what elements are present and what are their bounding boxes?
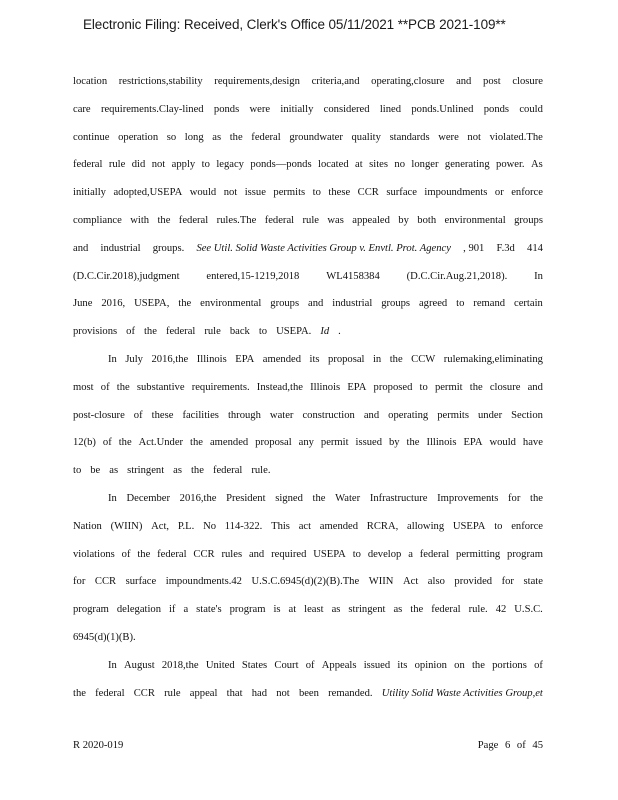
- word: USEPA: [313, 548, 346, 560]
- word: operating,closure: [371, 76, 445, 87]
- word: federal: [157, 548, 187, 560]
- word: facilities: [182, 409, 219, 421]
- word: also: [427, 576, 445, 588]
- word: enforce: [511, 187, 543, 199]
- word: by: [388, 437, 400, 449]
- word: in: [372, 353, 382, 365]
- word: program: [73, 604, 109, 616]
- word: would: [189, 187, 217, 199]
- word: its: [309, 353, 320, 365]
- word: issued: [355, 437, 382, 449]
- word: as: [393, 604, 403, 616]
- word: impoundments.42: [165, 576, 242, 588]
- word: generating: [444, 159, 490, 171]
- text-line: [73, 652, 543, 680]
- word: standards: [389, 131, 430, 143]
- word: least: [304, 604, 324, 616]
- word: rule: [302, 214, 319, 226]
- word: to: [456, 298, 465, 310]
- word: amended: [319, 520, 359, 532]
- docket-number: R 2020-019: [73, 740, 124, 751]
- word: issue: [244, 187, 266, 199]
- word: federal: [212, 465, 243, 477]
- word: ponds: [483, 103, 510, 115]
- word: and: [308, 298, 324, 310]
- word: (D.C.Cir.Aug.21,2018).: [406, 270, 508, 282]
- word: violations: [73, 548, 115, 560]
- word: federal: [431, 604, 461, 616]
- word: post-closure: [73, 409, 125, 421]
- word: post: [483, 76, 501, 87]
- word: as: [173, 465, 182, 477]
- word: rule: [204, 326, 221, 338]
- word: to: [352, 548, 361, 560]
- word: lined: [379, 103, 402, 115]
- page-total: 45: [532, 740, 543, 751]
- word: the: [410, 604, 424, 616]
- word: allowing: [407, 520, 445, 532]
- word: compliance: [73, 214, 122, 226]
- word: rule.: [251, 465, 271, 477]
- text-line: [73, 374, 543, 402]
- word: EPA: [235, 353, 255, 365]
- word: to: [73, 465, 82, 477]
- word: USEPA,: [134, 298, 170, 310]
- word: In: [108, 353, 117, 365]
- word: were: [438, 131, 459, 143]
- word: have: [522, 437, 543, 449]
- word: the: [469, 381, 483, 393]
- word: agreed: [418, 298, 448, 310]
- word: No: [203, 520, 217, 532]
- word: groups.: [152, 242, 185, 254]
- word: most: [73, 381, 94, 393]
- word: for: [73, 576, 86, 588]
- word: federal: [73, 159, 103, 171]
- page-indicator: [478, 740, 543, 751]
- word: delegation: [116, 604, 161, 616]
- text-line: [73, 680, 543, 708]
- word: the: [229, 131, 243, 143]
- word: and: [456, 76, 472, 87]
- word: provisions: [73, 326, 118, 338]
- text-line: [73, 346, 543, 374]
- word: requirements,design: [214, 76, 300, 87]
- word: proposed: [373, 381, 413, 393]
- word: state's: [196, 604, 222, 616]
- word: its: [397, 659, 408, 671]
- word: 42: [495, 604, 507, 616]
- word: 2016,: [101, 298, 126, 310]
- word: by: [398, 214, 409, 226]
- word: issued: [363, 659, 391, 671]
- word: In: [108, 492, 117, 504]
- word: remand: [473, 298, 506, 310]
- word: industrial: [332, 298, 373, 310]
- text-line: [73, 290, 543, 318]
- page-label: Page: [477, 740, 499, 751]
- word: 2016,the: [179, 492, 217, 504]
- word: 12(b): [73, 437, 96, 449]
- word: EPA: [347, 381, 367, 393]
- word: rules.The: [216, 214, 257, 226]
- word: 6945(d)(1)(B).: [73, 631, 136, 643]
- word: not: [151, 159, 166, 171]
- word: not: [276, 687, 290, 699]
- word: remanded.: [328, 687, 373, 699]
- word: amended: [262, 353, 302, 365]
- word: as: [109, 465, 119, 477]
- word: groups: [514, 214, 543, 226]
- word: requirements.: [191, 381, 250, 393]
- text-line: [73, 596, 543, 624]
- word: impoundments: [424, 187, 488, 199]
- word: power.: [496, 159, 525, 171]
- word: to: [312, 187, 321, 199]
- word: the: [530, 492, 543, 504]
- word: sites: [369, 159, 388, 171]
- word: entered,15-1219,2018: [206, 270, 300, 282]
- word: at: [288, 604, 297, 616]
- word: groups: [270, 298, 300, 310]
- word: signed: [275, 492, 303, 504]
- word: the: [406, 437, 420, 449]
- word: June: [73, 298, 93, 310]
- word: CCR: [357, 187, 379, 199]
- word: In: [108, 659, 117, 671]
- word: permits: [273, 187, 306, 199]
- word: ponds.Unlined: [411, 103, 474, 115]
- word: permitting: [456, 548, 501, 560]
- word: stringent: [127, 465, 165, 477]
- word: industrial: [100, 242, 141, 254]
- case-citation: Utility Solid Waste Activities Group,et: [381, 687, 543, 699]
- text-line: [73, 263, 543, 291]
- word: .: [338, 326, 341, 338]
- word: is: [273, 604, 281, 616]
- word: restrictions,stability: [118, 76, 203, 87]
- word: of: [100, 381, 110, 393]
- word: and: [73, 242, 89, 254]
- word: of: [126, 326, 135, 338]
- word: to: [419, 381, 428, 393]
- word: of: [534, 659, 543, 671]
- word: provided: [454, 576, 493, 588]
- text-line: [73, 429, 543, 457]
- word: to: [494, 520, 503, 532]
- word: (D.C.Cir.2018),judgment: [73, 270, 180, 282]
- word: water: [269, 409, 294, 421]
- word: develop: [367, 548, 402, 560]
- word: not: [467, 131, 481, 143]
- word: federal: [165, 326, 196, 338]
- word: permit: [320, 437, 349, 449]
- word: would: [489, 437, 516, 449]
- word: Illinois: [426, 437, 457, 449]
- word: ponds—ponds: [250, 159, 312, 171]
- word: Improvements: [437, 492, 499, 504]
- word: Nation: [73, 520, 102, 532]
- text-line: [73, 96, 543, 124]
- word: these: [328, 187, 351, 199]
- word: continue: [73, 131, 110, 143]
- word: rule: [108, 159, 126, 171]
- word: enforce: [511, 520, 543, 532]
- word: not: [223, 187, 238, 199]
- word: and: [248, 548, 265, 560]
- word: as: [331, 604, 341, 616]
- word: proposal: [328, 353, 365, 365]
- word: USEPA.: [276, 326, 312, 338]
- word: permit: [434, 381, 463, 393]
- word: of: [121, 548, 131, 560]
- word: Water: [335, 492, 361, 504]
- word: had: [251, 687, 268, 699]
- word: Infrastructure: [369, 492, 428, 504]
- word: groundwater: [289, 131, 343, 143]
- text-line: [73, 124, 543, 152]
- word: As: [531, 159, 543, 171]
- word: did: [131, 159, 146, 171]
- word: a: [183, 604, 189, 616]
- word: portions: [492, 659, 527, 671]
- word: the: [471, 659, 485, 671]
- word: program: [507, 548, 543, 560]
- word: the: [116, 381, 130, 393]
- word: F.3d: [496, 242, 515, 254]
- word: considered: [323, 103, 370, 115]
- word: quality: [351, 131, 381, 143]
- page-footer: [73, 740, 543, 751]
- word: substantive: [136, 381, 185, 393]
- word: States: [241, 659, 268, 671]
- word: care: [73, 103, 91, 115]
- word: U.S.C.6945(d)(2)(B).The: [251, 576, 360, 588]
- word: CCW: [411, 353, 436, 365]
- word: federal: [95, 687, 125, 699]
- text-line: [73, 68, 543, 96]
- word: CCR: [193, 548, 215, 560]
- word: no: [394, 159, 405, 171]
- text-line: [73, 402, 543, 430]
- word: CCR: [133, 687, 155, 699]
- word: Court: [274, 659, 299, 671]
- word: WIIN: [368, 576, 394, 588]
- word: WL4158384: [326, 270, 380, 282]
- word: both: [417, 214, 437, 226]
- word: any: [298, 437, 314, 449]
- word: the: [118, 437, 132, 449]
- word: for: [501, 576, 514, 588]
- word: could: [519, 103, 543, 115]
- word: long: [184, 131, 204, 143]
- word: operation: [118, 131, 159, 143]
- word: of: [102, 437, 112, 449]
- page-number: 6: [504, 740, 511, 751]
- word: to: [201, 159, 210, 171]
- word: December: [126, 492, 171, 504]
- word: for: [508, 492, 521, 504]
- word: be: [90, 465, 101, 477]
- word: requirements.Clay-lined: [100, 103, 204, 115]
- word: groups: [381, 298, 411, 310]
- word: environmental: [444, 214, 506, 226]
- word: Illinois: [196, 353, 227, 365]
- word: certain: [514, 298, 543, 310]
- word: the: [178, 298, 192, 310]
- text-line: [73, 568, 543, 596]
- text-line: [73, 151, 543, 179]
- word: P.L.: [177, 520, 195, 532]
- word: the: [143, 326, 157, 338]
- word: located: [318, 159, 349, 171]
- word: , 901: [463, 242, 485, 254]
- word: and: [527, 381, 543, 393]
- word: the: [73, 687, 86, 699]
- word: rule: [164, 687, 181, 699]
- word: was: [327, 214, 344, 226]
- word: adopted,USEPA: [113, 187, 183, 199]
- word: were: [249, 103, 271, 115]
- word: President: [226, 492, 266, 504]
- word: state: [523, 576, 543, 588]
- word: legacy: [216, 159, 244, 171]
- word: these: [151, 409, 174, 421]
- text-line: [73, 235, 543, 263]
- word: of: [133, 409, 143, 421]
- word: under: [478, 409, 503, 421]
- word: closure: [489, 381, 521, 393]
- text-line: [73, 179, 543, 207]
- word: a: [408, 548, 413, 560]
- word: federal: [251, 131, 281, 143]
- word: 114-322.: [224, 520, 263, 532]
- word: rules: [221, 548, 243, 560]
- word: Instead,the: [256, 381, 303, 393]
- word: appeal: [189, 687, 218, 699]
- word: United: [205, 659, 235, 671]
- word: rule.: [468, 604, 488, 616]
- word: stringent: [348, 604, 386, 616]
- word: environmental: [200, 298, 262, 310]
- word: the: [190, 465, 204, 477]
- word: Illinois: [310, 381, 341, 393]
- text-line: [73, 318, 543, 346]
- word: operating: [388, 409, 429, 421]
- word: USEPA: [452, 520, 486, 532]
- word: through: [227, 409, 261, 421]
- word: rulemaking,eliminating: [443, 353, 543, 365]
- word: and: [363, 409, 380, 421]
- word: been: [298, 687, 319, 699]
- word: construction: [302, 409, 355, 421]
- word: with: [130, 214, 150, 226]
- text-line: [73, 541, 543, 569]
- word: of: [305, 659, 315, 671]
- of-label: of: [516, 740, 526, 751]
- case-citation: See Util. Solid Waste Activities Group v. Envtl. Prot. Agency: [196, 242, 451, 254]
- word: program: [229, 604, 266, 616]
- word: location: [73, 76, 108, 87]
- word: the: [312, 492, 326, 504]
- word: 2016,the: [151, 353, 189, 365]
- word: This: [271, 520, 290, 532]
- word: In: [534, 270, 543, 282]
- word: July: [125, 353, 143, 365]
- text-line: [73, 207, 543, 235]
- word: the: [137, 548, 151, 560]
- word: U.S.C.: [514, 604, 543, 616]
- word: initially: [280, 103, 314, 115]
- word: 2018,the: [161, 659, 199, 671]
- word: ponds: [213, 103, 240, 115]
- text-line: [73, 513, 543, 541]
- word: appealed: [352, 214, 390, 226]
- word: so: [166, 131, 177, 143]
- word: closure: [512, 76, 543, 87]
- case-citation: Id: [320, 326, 330, 338]
- word: act: [298, 520, 312, 532]
- word: surface: [125, 576, 157, 588]
- word: at: [355, 159, 363, 171]
- word: that: [226, 687, 243, 699]
- word: if: [168, 604, 176, 616]
- word: required: [271, 548, 307, 560]
- word: federal: [178, 214, 209, 226]
- word: RCRA,: [366, 520, 399, 532]
- word: the: [190, 437, 203, 449]
- word: surface: [386, 187, 417, 199]
- word: Act: [402, 576, 419, 588]
- word: criteria,and: [311, 76, 360, 87]
- text-line: [73, 485, 543, 513]
- text-line: [73, 624, 543, 652]
- word: on: [454, 659, 465, 671]
- word: Act,: [151, 520, 170, 532]
- word: as: [212, 131, 222, 143]
- word: to: [258, 326, 268, 338]
- word: or: [494, 187, 504, 199]
- word: federal: [419, 548, 450, 560]
- word: opinion: [414, 659, 447, 671]
- word: federal: [264, 214, 295, 226]
- word: CCR: [94, 576, 117, 588]
- word: August: [124, 659, 155, 671]
- word: 414: [527, 242, 543, 254]
- word: violated.The: [489, 131, 543, 143]
- word: Section: [511, 409, 543, 421]
- word: back: [229, 326, 250, 338]
- word: the: [157, 214, 171, 226]
- word: EPA: [463, 437, 483, 449]
- word: apply: [171, 159, 196, 171]
- word: permits: [437, 409, 469, 421]
- filing-stamp-header: Electronic Filing: Received, Clerk's Office 05/11/2021 **PCB 2021-109**: [83, 17, 506, 32]
- word: longer: [411, 159, 439, 171]
- word: Act.Under: [138, 437, 184, 449]
- word: proposal: [255, 437, 292, 449]
- text-line: [73, 457, 543, 485]
- word: (WIIN): [110, 520, 143, 532]
- document-body: [73, 68, 543, 707]
- word: the: [389, 353, 403, 365]
- word: initially: [73, 187, 106, 199]
- word: amended: [209, 437, 249, 449]
- word: Appeals: [321, 659, 357, 671]
